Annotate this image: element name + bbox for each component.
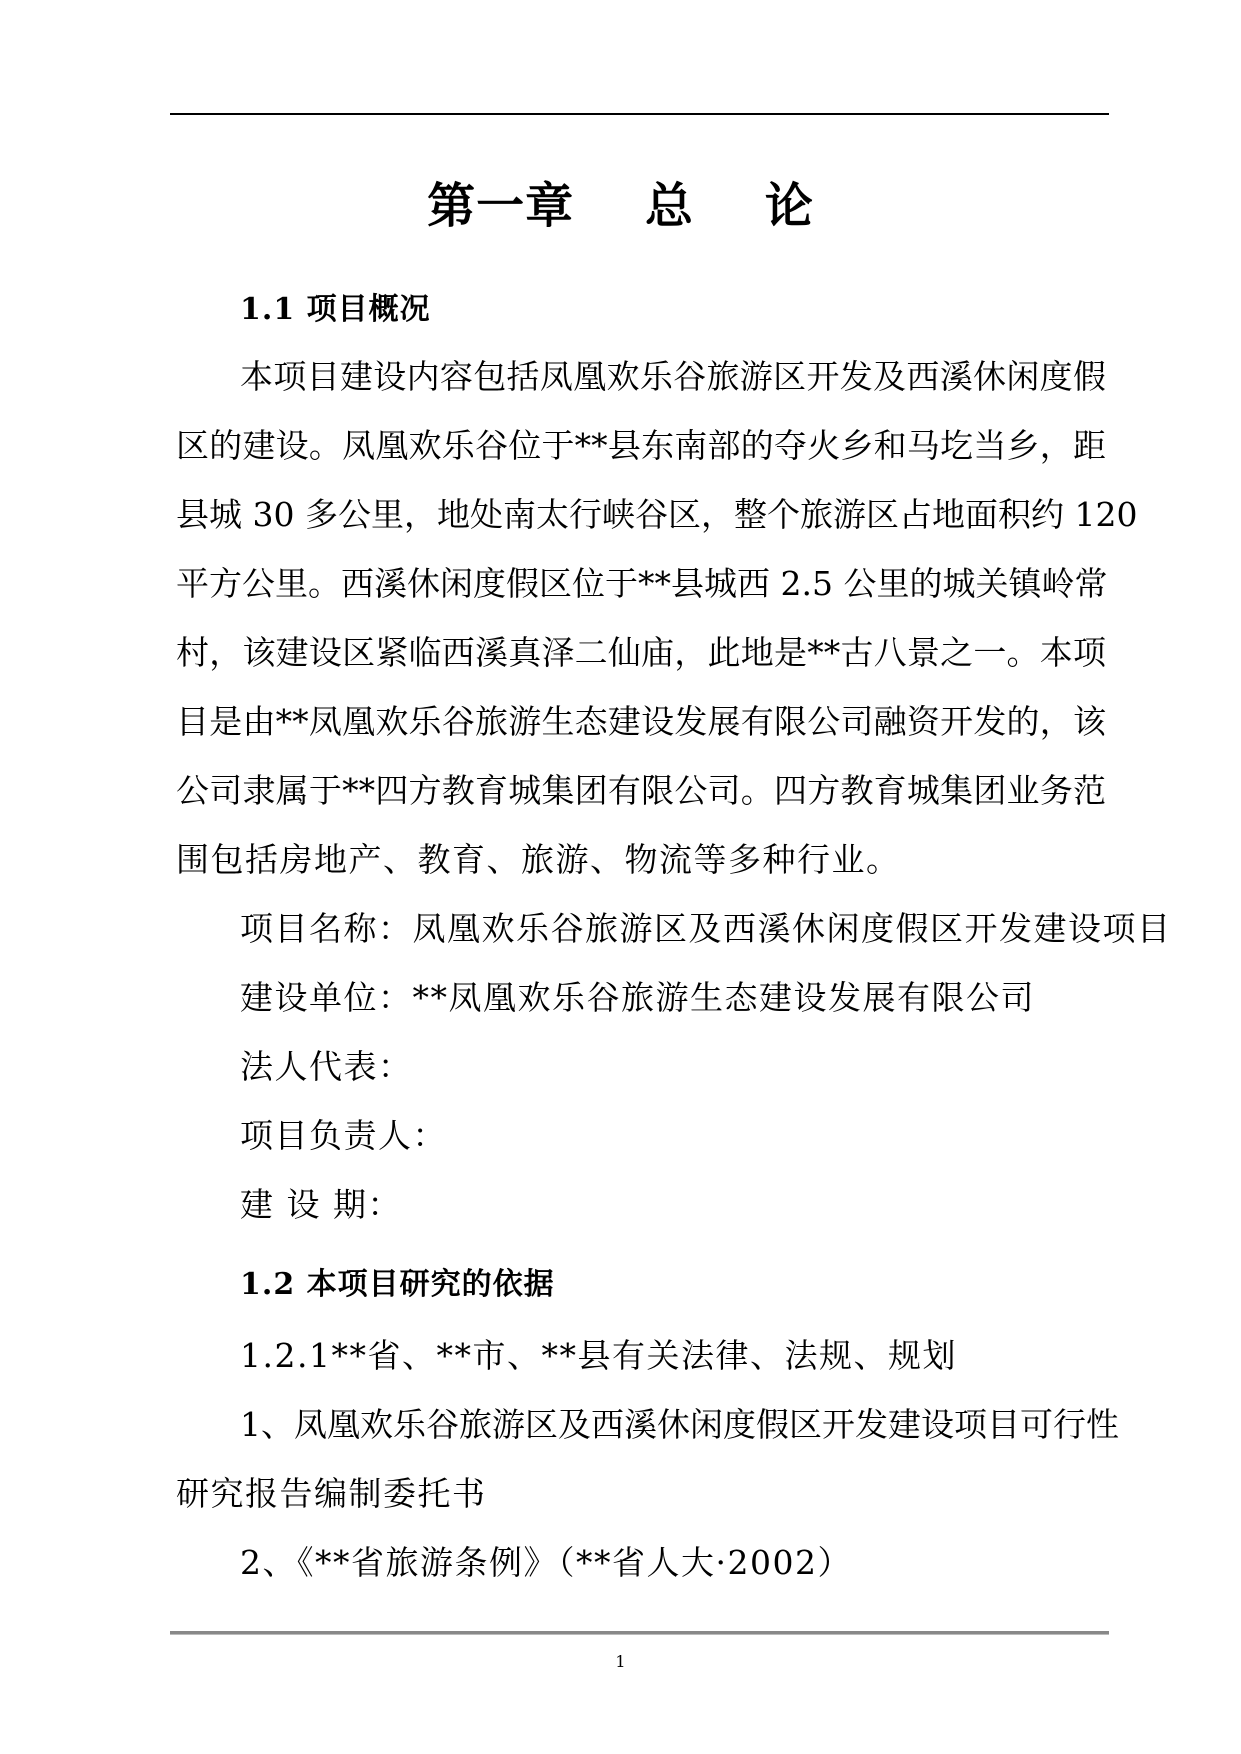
field-project-name: 项目名称：凤凰欢乐谷旅游区及西溪休闲度假区开发建设项目 xyxy=(240,909,1172,948)
paragraph-line: 围包括房地产、教育、旅游、物流等多种行业。 xyxy=(176,840,901,879)
footer-rule xyxy=(170,1631,1109,1635)
paragraph-line: 平方公里。西溪休闲度假区位于**县城西 2.5 公里的城关镇岭常 xyxy=(176,564,1108,603)
paragraph-line: 目是由**凤凰欢乐谷旅游生态建设发展有限公司融资开发的，该 xyxy=(176,702,1106,741)
field-legal-representative: 法人代表： xyxy=(240,1047,413,1086)
paragraph-line: 公司隶属于**四方教育城集团有限公司。四方教育城集团业务范 xyxy=(176,771,1106,810)
section-heading-1-1: 1.1 项目概况 xyxy=(240,292,431,327)
list-item: 2、《**省旅游条例》（**省人大·2002） xyxy=(240,1543,852,1582)
section-heading-1-2: 1.2 本项目研究的依据 xyxy=(240,1267,555,1302)
paragraph-line: 本项目建设内容包括凤凰欢乐谷旅游区开发及西溪休闲度假 xyxy=(240,357,1106,396)
paragraph-line: 村，该建设区紧临西溪真泽二仙庙，此地是**古八景之一。本项 xyxy=(176,633,1106,672)
subsection-heading-1-2-1: 1.2.1**省、**市、**县有关法律、法规、规划 xyxy=(240,1336,957,1375)
paragraph-line: 区的建设。凤凰欢乐谷位于**县东南部的夺火乡和马圪当乡，距 xyxy=(176,426,1106,465)
chapter-title: 第一章 总 论 xyxy=(427,178,814,234)
field-construction-period: 建 设 期： xyxy=(240,1185,402,1224)
page-number: 1 xyxy=(615,1652,626,1671)
list-item-continuation: 研究报告编制委托书 xyxy=(176,1474,487,1513)
header-rule xyxy=(170,113,1109,115)
field-project-manager: 项目负责人： xyxy=(240,1116,447,1155)
paragraph-line: 县城 30 多公里，地处南太行峡谷区，整个旅游区占地面积约 120 xyxy=(176,495,1138,534)
field-construction-unit: 建设单位：**凤凰欢乐谷旅游生态建设发展有限公司 xyxy=(240,978,1035,1017)
list-item: 1、凤凰欢乐谷旅游区及西溪休闲度假区开发建设项目可行性 xyxy=(240,1405,1119,1444)
